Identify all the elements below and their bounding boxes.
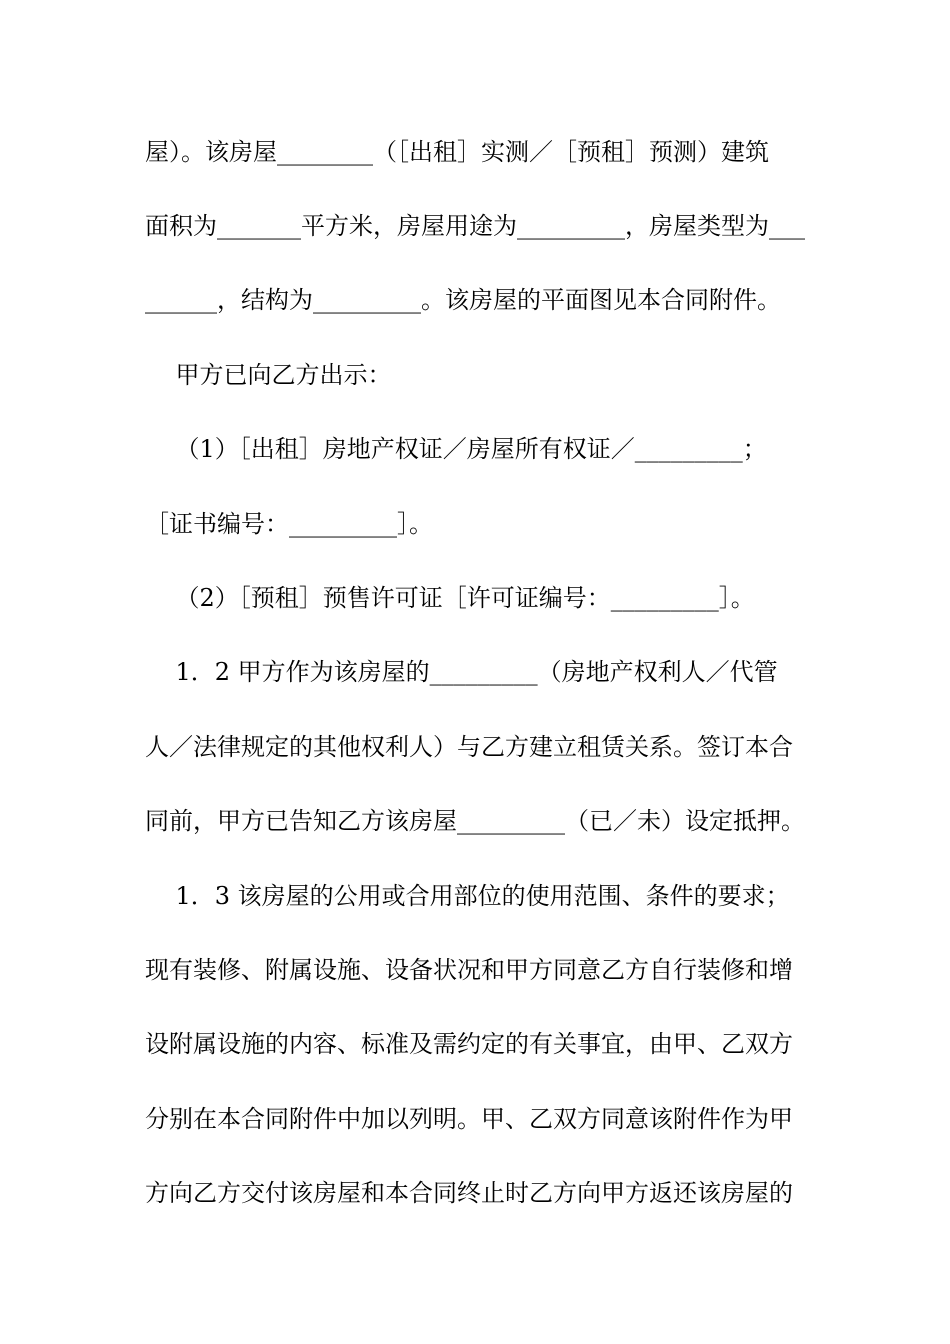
text-line-6: ［证书编号：_________］。 xyxy=(145,510,433,538)
text-line-12: 现有装修、附属设施、设备状况和甲方同意乙方自行装修和增 xyxy=(145,956,793,984)
text-line-4: 甲方已向乙方出示： xyxy=(145,361,392,389)
text-line-2: 面积为_______平方米，房屋用途为_________，房屋类型为___ xyxy=(145,212,805,240)
text-line-1: 屋）。该房屋________（［出租］实测／［预租］预测）建筑 xyxy=(145,138,769,166)
text-line-7: （2）［预租］预售许可证［许可证编号：_________］。 xyxy=(145,584,755,612)
text-line-10: 同前，甲方已告知乙方该房屋_________（已／未）设定抵押。 xyxy=(145,807,805,835)
text-line-11: 1．3 该房屋的公用或合用部位的使用范围、条件的要求； xyxy=(145,882,790,910)
text-line-8: 1．2 甲方作为该房屋的_________（房地产权利人／代管 xyxy=(145,658,778,686)
text-line-3: ______，结构为_________。该房屋的平面图见本合同附件。 xyxy=(145,286,781,314)
text-line-15: 方向乙方交付该房屋和本合同终止时乙方向甲方返还该房屋的 xyxy=(145,1179,793,1207)
text-line-14: 分别在本合同附件中加以列明。甲、乙双方同意该附件作为甲 xyxy=(145,1105,793,1133)
text-line-13: 设附属设施的内容、标准及需约定的有关事宜，由甲、乙双方 xyxy=(145,1030,793,1058)
text-line-5: （1）［出租］房地产权证／房屋所有权证／_________； xyxy=(145,435,767,463)
text-line-9: 人／法律规定的其他权利人）与乙方建立租赁关系。签订本合 xyxy=(145,733,793,761)
